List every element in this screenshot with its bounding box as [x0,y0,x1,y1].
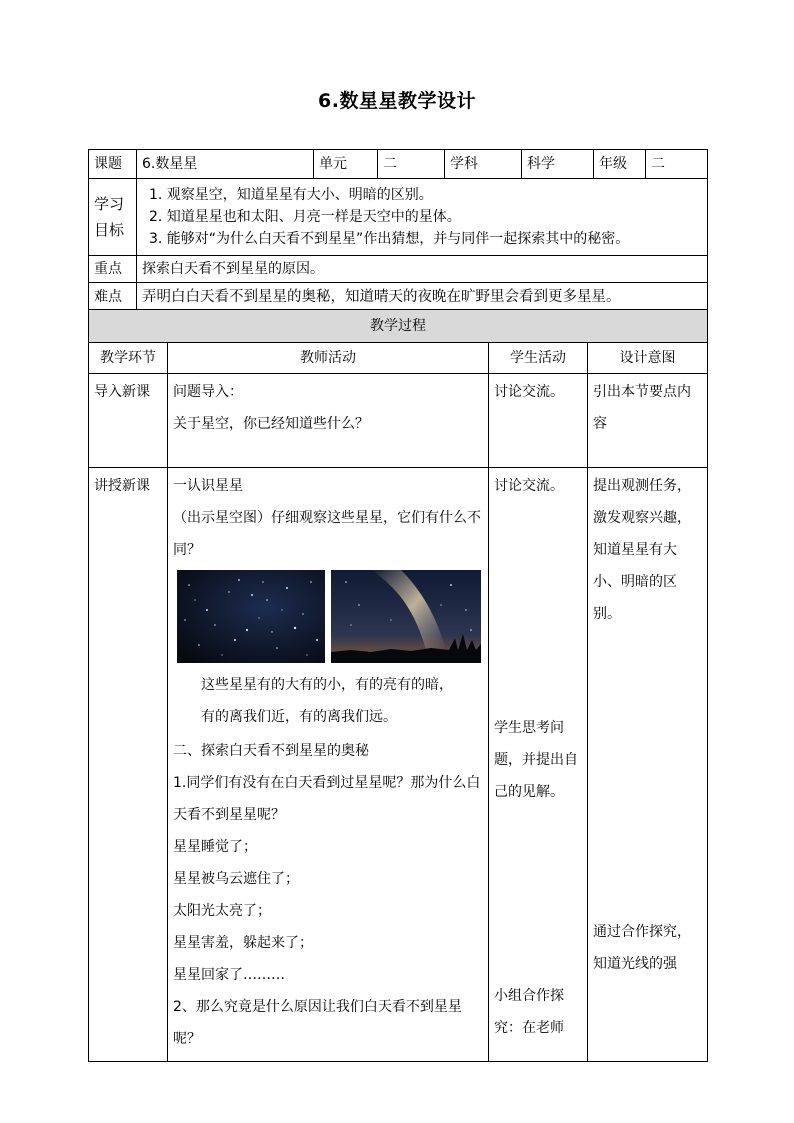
grade-value: 二 [646,150,708,179]
header-intent: 设计意图 [588,343,708,374]
teacher-line: 关于星空，你已经知道些什么？ [173,416,369,432]
stage-intro: 导入新课 [89,374,168,468]
goal-item: 2. 知道星星也和太阳、月亮一样是天空中的星体。 [149,209,461,225]
teacher-line: 太阳光太亮了； [173,903,271,919]
process-banner: 教学过程 [89,310,708,343]
student-line: 学生思考问题，并提出自己的见解。 [494,720,578,800]
intent-line: 提出观测任务，激发观察兴趣，知道星星有大小、明暗的区别。 [593,478,691,622]
student-new [489,468,588,1062]
stage-new: 讲授新课 [89,468,168,1062]
teacher-line: 这些星星有的大有的小，有的亮有的暗， [201,677,453,693]
topic-label: 课题 [89,150,137,179]
unit-label: 单元 [314,150,378,179]
starry-sky-image [177,570,325,663]
header-stage: 教学环节 [89,343,168,374]
goals-list [137,179,708,256]
process-table [88,309,708,1062]
teacher-line: 2、那么究竟是什么原因让我们白天看不到星星呢？ [173,999,462,1047]
teacher-line: 星星害羞，躲起来了； [173,935,313,951]
student-intro: 讨论交流。 [489,374,588,468]
teacher-line: 一认识星星 [173,478,243,494]
teacher-new [168,468,489,1062]
goals-label: 学习目标 [89,179,137,256]
key-value: 探索白天看不到星星的原因。 [137,256,708,283]
teacher-line: 问题导入： [173,384,243,400]
topic-value: 6.数星星 [137,150,314,179]
unit-value: 二 [378,150,445,179]
student-line: 讨论交流。 [494,478,564,494]
teacher-line: （出示星空图）仔细观察这些星星，它们有什么不同？ [173,510,481,558]
page-title: 6.数星星教学设计 [318,90,476,112]
teacher-intro [168,374,489,468]
teacher-line: 星星回家了……… [173,967,285,983]
intent-new [588,468,708,1062]
subject-value: 科学 [522,150,594,179]
teacher-line: 1.同学们有没有在白天看到过星星呢？那为什么白天看不到星星呢？ [173,775,481,823]
difficulty-label: 难点 [89,283,137,311]
teacher-line: 星星睡觉了； [173,839,257,855]
student-line: 小组合作探究：在老师 [494,988,564,1036]
info-table [88,149,708,311]
goal-item: 1. 观察星空，知道星星有大小、明暗的区别。 [149,187,433,203]
goal-item: 3. 能够对“为什么白天看不到星星”作出猜想，并与同伴一起探索其中的秘密。 [149,231,630,247]
difficulty-value: 弄明白白天看不到星星的奥秘，知道晴天的夜晚在旷野里会看到更多星星。 [137,283,708,311]
star-images [177,570,483,663]
intent-intro: 引出本节要点内容 [588,374,708,468]
teacher-line: 二、探索白天看不到星星的奥秘 [173,743,369,759]
key-label: 重点 [89,256,137,283]
subject-label: 学科 [445,150,522,179]
milky-way-image [331,570,481,663]
header-teacher: 教师活动 [168,343,489,374]
teacher-line: 星星被乌云遮住了； [173,871,299,887]
header-student: 学生活动 [489,343,588,374]
teacher-line: 有的离我们近，有的离我们远。 [201,709,397,725]
intent-line: 通过合作探究，知道光线的强 [593,924,691,972]
grade-label: 年级 [594,150,646,179]
